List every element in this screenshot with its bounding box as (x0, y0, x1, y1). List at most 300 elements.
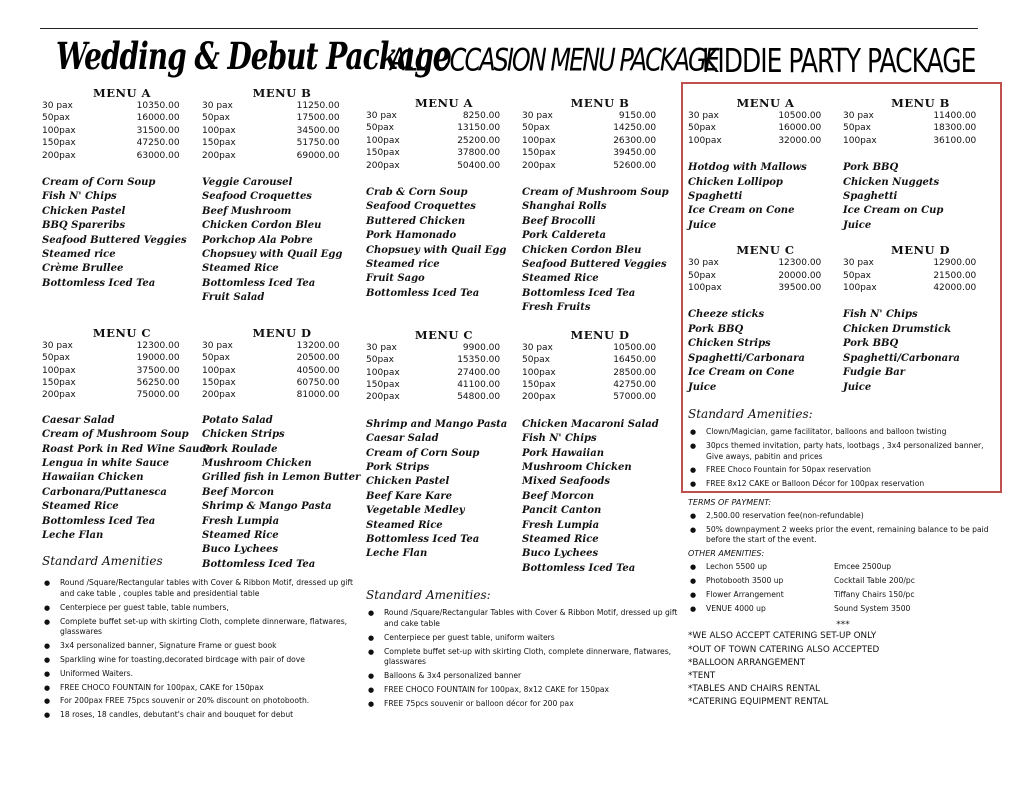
dish-item: Mushroom Chicken (202, 457, 312, 469)
dish-item: Shrimp & Mango Pasta (202, 501, 332, 513)
pax-count: 50pax (42, 353, 71, 364)
menu-title: MENU C (736, 243, 795, 258)
all-occasion-amenities-list (366, 608, 678, 709)
dish-item: Pork BBQ (843, 162, 899, 174)
price-row (522, 110, 678, 122)
price-value: 54800.00 (457, 392, 501, 403)
price-value: 51750.00 (296, 138, 340, 149)
kiddie-dishes-a (688, 161, 843, 233)
price-row (688, 282, 843, 294)
pax-count: 100pax (522, 367, 556, 378)
price-value: 9900.00 (462, 342, 501, 353)
bullet-item: ● Round /Square/Rectangular Tables with Cover & Ribbon Motif, dressed up gift and cake table (366, 608, 678, 630)
bullet-item: ● Complete buffet set-up with skirting Cloth, complete dinnerware, flatwares, glasswares (366, 647, 678, 669)
wedding-menu-c (42, 326, 202, 402)
dish-item: Crab & Corn Soup (366, 187, 468, 199)
price-row (366, 379, 522, 391)
all-occasion-dishes-b (522, 186, 678, 316)
other-amenity-row: ● VENUE 4000 up Sound System 3500 (688, 604, 998, 615)
pax-count: 30 pax (366, 342, 397, 353)
dish-item: Pork BBQ (688, 323, 744, 335)
price-row (42, 100, 202, 112)
price-row (843, 110, 998, 122)
price-value: 32000.00 (778, 135, 822, 146)
pax-count: 50pax (202, 113, 231, 124)
price-value: 42750.00 (613, 379, 657, 390)
dish-item: Cream of Corn Soup (366, 447, 480, 459)
kiddie-menu-b (843, 96, 998, 147)
dish-item: Steamed Rice (202, 263, 279, 275)
dish-item: Bottomless Iced Tea (42, 277, 156, 289)
price-row (843, 122, 998, 134)
pax-count: 100pax (202, 125, 236, 136)
bullet-item: ● 18 roses, 18 candles, debutant's chair and bouquet for debut (42, 710, 362, 721)
pax-count: 50pax (522, 355, 551, 366)
price-row (42, 125, 202, 137)
pax-count: 50pax (366, 123, 395, 134)
menu-title: MENU D (570, 327, 630, 342)
price-value: 69000.00 (296, 150, 340, 161)
dish-item: Bottomless Iced Tea (366, 533, 480, 545)
price-row (522, 147, 678, 159)
bullet-item: ● 2,500.00 reservation fee(non-refundable) (688, 511, 998, 522)
pax-count: 30 pax (42, 101, 73, 111)
pax-count: 50pax (366, 355, 395, 366)
price-row (366, 367, 522, 379)
dish-item: Pancit Canton (522, 505, 602, 517)
pax-count: 50pax (522, 123, 551, 134)
catering-notes (688, 630, 998, 709)
dish-item: BBQ Spareribs (42, 220, 126, 232)
bullet-item: ● Complete buffet set-up with skirting Cloth, complete dinnerware, flatwares, glasswares (42, 617, 362, 639)
terms-list (688, 511, 998, 546)
price-row (843, 282, 998, 294)
price-row (366, 135, 522, 147)
dish-item: Cream of Mushroom Soup (522, 187, 669, 199)
dish-item: Steamed Rice (42, 501, 119, 513)
price-value: 17500.00 (296, 113, 340, 124)
dish-item: Mushroom Chicken (522, 461, 632, 473)
pax-count: 50pax (688, 123, 717, 134)
dish-item: Steamed Rice (522, 273, 599, 285)
price-row (42, 377, 202, 389)
price-row (366, 147, 522, 159)
menu-title: MENU D (252, 325, 312, 340)
dish-item: Seafood Buttered Veggies (522, 259, 667, 271)
dish-item: Fish N' Chips (522, 433, 597, 445)
pax-count: 200pax (202, 390, 236, 401)
pax-count: 30 pax (522, 342, 553, 353)
dish-item: Juice (688, 381, 717, 393)
dish-item: Chicken Pastel (42, 205, 126, 217)
all-occasion-menu-c (366, 328, 522, 404)
price-row (202, 340, 362, 352)
note-line: *TENT (688, 671, 716, 682)
note-line: *WE ALSO ACCEPT CATERING SET-UP ONLY (688, 631, 877, 642)
dish-item: Seafood Buttered Veggies (42, 234, 187, 246)
dish-item: Fish N' Chips (42, 191, 117, 203)
price-value: 56250.00 (136, 377, 180, 388)
pax-count: 200pax (522, 392, 556, 403)
all-occasion-dishes-d (522, 418, 678, 576)
price-value: 50400.00 (457, 160, 501, 171)
price-value: 21500.00 (933, 270, 977, 281)
menu-title: MENU C (92, 325, 152, 340)
dish-item: Fudgie Bar (843, 367, 906, 379)
price-row (522, 354, 678, 366)
dish-item: Carbonara/Puttanesca (42, 486, 167, 498)
dish-item: Ice Cream on Cup (843, 205, 944, 217)
price-value: 37500.00 (136, 365, 180, 376)
pax-count: 50pax (42, 113, 71, 124)
dish-item: Bottomless Iced Tea (202, 277, 316, 289)
dish-item: Seafood Croquettes (202, 191, 312, 203)
wedding-dishes-c (42, 414, 212, 572)
price-value: 26300.00 (613, 135, 657, 146)
bullet-item: ● FREE 75pcs souvenir or balloon décor for 200 pax (366, 699, 678, 710)
menu-title: MENU B (570, 96, 630, 110)
dish-item: Grilled fish in Lemon Butter (202, 472, 361, 484)
dish-item: Beef Morcon (202, 486, 274, 498)
terms-title: TERMS OF PAYMENT: (688, 497, 772, 507)
dish-item: Seafood Croquettes (366, 201, 476, 213)
bullet-item: ● For 200pax FREE 75pcs souvenir or 20% discount on photobooth. (42, 696, 362, 707)
dish-item: Chicken Strips (688, 338, 771, 350)
pax-count: 50pax (843, 123, 872, 134)
price-row (522, 135, 678, 147)
pax-count: 30 pax (366, 111, 397, 121)
wedding-amenities-list (42, 578, 362, 721)
note-line: *BALLOON ARRANGEMENT (688, 657, 806, 668)
price-value: 34500.00 (296, 125, 340, 136)
pax-count: 200pax (522, 160, 556, 171)
price-row (843, 270, 998, 282)
dish-item: Caesar Salad (42, 414, 115, 426)
price-row (202, 112, 362, 124)
other-amenity-row: ● Photobooth 3500 up Cocktail Table 200/pc (688, 576, 998, 587)
dish-item: Steamed Rice (202, 529, 279, 541)
bullet-item: ● 3x4 personalized banner, Signature Frame or guest book (42, 641, 362, 652)
menu-title: MENU D (890, 243, 950, 258)
note-line: *TABLES AND CHAIRS RENTAL (688, 684, 820, 695)
bullet-item: ● Round /Square/Rectangular tables with Cover & Ribbon Motif, dressed up gift and cake table , couples table and presidential table (42, 578, 362, 600)
dish-item: Fruit Salad (202, 292, 265, 304)
pax-count: 30 pax (522, 111, 553, 121)
pax-count: 100pax (688, 135, 722, 146)
pax-count: 50pax (843, 270, 872, 281)
dish-item: Crème Brullee (42, 263, 124, 275)
dish-item: Juice (843, 381, 872, 393)
all-occasion-menu-b (522, 96, 678, 172)
dish-item: Vegetable Medley (366, 505, 465, 517)
dish-item: Buttered Chicken (366, 215, 466, 227)
pax-count: 150pax (522, 148, 556, 159)
bullet-item: ● FREE 8x12 CAKE or Balloon Décor for 100pax reservation (688, 479, 998, 490)
dish-item: Caesar Salad (366, 433, 439, 445)
pax-count: 200pax (202, 150, 236, 161)
separator-stars: *** (836, 620, 850, 631)
dish-item: Juice (843, 219, 872, 231)
pax-count: 150pax (522, 379, 556, 390)
pax-count: 200pax (42, 390, 76, 401)
bullet-item: ● Balloons & 3x4 personalized banner (366, 671, 678, 682)
dish-item: Spaghetti/Carbonara (843, 352, 960, 364)
other-amenities-title: OTHER AMENITIES: (688, 549, 765, 559)
price-value: 19000.00 (136, 353, 180, 364)
pax-count: 150pax (42, 138, 76, 149)
dish-item: Chicken Drumstick (843, 323, 952, 335)
price-value: 12900.00 (933, 258, 977, 269)
dish-item: Shanghai Rolls (522, 201, 607, 213)
dish-item: Porkchop Ala Pobre (202, 234, 313, 246)
kiddie-section (688, 34, 998, 710)
dish-item: Fresh Lumpia (202, 515, 280, 527)
note-line: *CATERING EQUIPMENT RENTAL (688, 697, 829, 708)
pax-count: 150pax (202, 138, 236, 149)
dish-item: Cream of Mushroom Soup (42, 429, 189, 441)
bullet-item: ● 30pcs themed invitation, party hats, lootbags , 3x4 personalized banner, Give aways, pabitin and prices (688, 441, 998, 463)
price-row (366, 391, 522, 403)
price-value: 10500.00 (613, 342, 657, 353)
price-row (202, 125, 362, 137)
other-amenity-row: ● Lechon 5500 up Emcee 2500up (688, 562, 998, 573)
price-value: 47250.00 (136, 138, 180, 149)
pax-count: 100pax (366, 367, 400, 378)
price-row (688, 270, 843, 282)
dish-item: Pork Hamonado (366, 230, 457, 242)
price-value: 31500.00 (136, 125, 180, 136)
pax-count: 30 pax (42, 340, 73, 351)
dish-item: Beef Morcon (522, 490, 594, 502)
kiddie-menu-a (688, 96, 843, 147)
dish-item: Beef Kare Kare (366, 490, 453, 502)
all-occasion-menu-a (366, 96, 522, 172)
price-row (42, 389, 202, 401)
kiddie-menu-d (843, 243, 998, 294)
bullet-item: ● 50% downpayment 2 weeks prior the event, remaining balance to be paid before the start of the event. (688, 525, 998, 547)
all-occasion-dishes-c (366, 418, 522, 576)
price-value: 16000.00 (136, 113, 180, 124)
dish-item: Shrimp and Mango Pasta (366, 418, 508, 430)
kiddie-dishes-d (843, 308, 998, 394)
price-value: 13150.00 (457, 123, 501, 134)
dish-item: Lengua in white Sauce (42, 457, 170, 469)
bullet-item: ● Clown/Magician, game facilitator, balloons and balloon twisting (688, 427, 998, 438)
price-row (202, 377, 362, 389)
dish-item: Bottomless Iced Tea (522, 562, 636, 574)
price-row (42, 150, 202, 162)
dish-item: Pork Roulade (202, 443, 278, 455)
pax-count: 200pax (366, 160, 400, 171)
bullet-item: ● FREE CHOCO FOUNTAIN for 100pax, 8x12 CAKE for 150pax (366, 685, 678, 696)
menu-title: MENU C (414, 327, 474, 342)
dish-item: Chicken Cordon Bleu (202, 220, 322, 232)
kiddie-title: KIDDIE PARTY PACKAGE (702, 42, 976, 80)
dish-item: Fresh Lumpia (522, 519, 600, 531)
pax-count: 100pax (843, 135, 877, 146)
dish-item: Ice Cream on Cone (688, 367, 795, 379)
price-row (522, 379, 678, 391)
dish-item: Chicken Macaroni Salad (522, 418, 659, 430)
wedding-dishes-b (202, 176, 362, 306)
dish-item: Cheeze sticks (688, 309, 765, 321)
price-value: 9150.00 (618, 111, 657, 121)
dish-item: Potato Salad (202, 414, 273, 426)
pax-count: 150pax (42, 377, 76, 388)
pax-count: 150pax (202, 377, 236, 388)
dish-item: Chicken Cordon Bleu (522, 244, 642, 256)
pax-count: 30 pax (843, 111, 874, 121)
price-row (42, 365, 202, 377)
dish-item: Steamed Rice (522, 533, 599, 545)
price-row (688, 122, 843, 134)
menu-title: MENU B (891, 96, 950, 110)
all-occasion-amenities-title: Standard Amenities: (366, 588, 491, 603)
price-row (202, 150, 362, 162)
price-row (202, 365, 362, 377)
all-occasion-menu-d (522, 328, 678, 404)
all-occasion-title: ALL OCCASION MENU PACKAGE (390, 42, 718, 79)
dish-item: Hotdog with Mallows (688, 162, 807, 174)
price-value: 63000.00 (136, 150, 180, 161)
menu-title: MENU A (415, 96, 473, 110)
price-row (522, 367, 678, 379)
price-row (42, 112, 202, 124)
kiddie-menu-c (688, 243, 843, 294)
dish-item: Steamed Rice (366, 519, 443, 531)
menu-title: MENU B (252, 86, 312, 100)
wedding-dishes-a (42, 176, 202, 306)
pax-count: 100pax (42, 125, 76, 136)
menu-title: MENU A (93, 86, 151, 100)
dish-item: Hawaiian Chicken (42, 472, 144, 484)
price-row (202, 137, 362, 149)
dish-item: Chicken Nuggets (843, 176, 940, 188)
dish-item: Roast Pork in Red Wine Sauce (42, 443, 212, 455)
dish-item: Buco Lychees (202, 544, 279, 556)
dish-item: Spaghetti (843, 191, 898, 203)
price-value: 39450.00 (613, 148, 657, 159)
bullet-item: ● Centerpiece per guest table, table numbers, (42, 603, 362, 614)
bullet-item: ● FREE Choco Fountain for 50pax reservation (688, 465, 998, 476)
price-value: 52600.00 (613, 160, 657, 171)
price-row (42, 352, 202, 364)
dish-item: Cream of Corn Soup (42, 177, 156, 189)
dish-item: Steamed rice (42, 249, 116, 261)
kiddie-dishes-c (688, 308, 843, 394)
kiddie-dishes-b (843, 161, 998, 233)
pax-count: 100pax (366, 135, 400, 146)
dish-item: Bottomless Iced Tea (522, 287, 636, 299)
dish-item: Pork Strips (366, 461, 430, 473)
dish-item: Veggie Carousel (202, 177, 293, 189)
price-row (843, 257, 998, 269)
price-value: 42000.00 (933, 283, 977, 294)
wedding-amenities-title: Standard Amenities (42, 554, 163, 569)
price-value: 18300.00 (933, 123, 977, 134)
price-row (688, 257, 843, 269)
dish-item: Fish N' Chips (843, 309, 918, 321)
price-value: 8250.00 (462, 111, 501, 121)
dish-item: Bottomless Iced Tea (366, 287, 480, 299)
kiddie-amenities-title: Standard Amenities: (688, 406, 813, 421)
price-value: 20000.00 (778, 270, 822, 281)
price-row (366, 122, 522, 134)
pax-count: 100pax (843, 283, 877, 294)
price-value: 20500.00 (296, 353, 340, 364)
wedding-dishes-d (202, 414, 362, 572)
dish-item: Pork Caldereta (522, 230, 606, 242)
pax-count: 100pax (688, 283, 722, 294)
price-row (366, 342, 522, 354)
pax-count: 50pax (202, 353, 231, 364)
price-value: 15350.00 (457, 355, 501, 366)
dish-item: Chopsuey with Quail Egg (366, 244, 507, 256)
price-value: 11250.00 (296, 101, 340, 111)
dish-item: Chopsuey with Quail Egg (202, 249, 343, 261)
kiddie-amenities-list (688, 427, 998, 490)
dish-item: Beef Mushroom (202, 205, 292, 217)
price-row (366, 110, 522, 122)
bullet-item: ● Centerpiece per guest table, uniform waiters (366, 633, 678, 644)
dish-item: Chicken Strips (202, 429, 285, 441)
price-row (522, 391, 678, 403)
wedding-menu-d (202, 326, 362, 402)
bullet-item: ● FREE CHOCO FOUNTAIN for 100pax, CAKE for 150pax (42, 683, 362, 694)
pax-count: 30 pax (688, 258, 719, 269)
dish-item: Leche Flan (42, 529, 104, 541)
pax-count: 150pax (366, 379, 400, 390)
dish-item: Spaghetti (688, 191, 743, 203)
dish-item: Pork Hawaiian (522, 447, 604, 459)
price-value: 16450.00 (613, 355, 657, 366)
price-row (202, 352, 362, 364)
price-value: 28500.00 (613, 367, 657, 378)
price-row (688, 110, 843, 122)
price-row (366, 160, 522, 172)
dish-item: Fruit Sago (366, 273, 425, 285)
price-row (522, 342, 678, 354)
pax-count: 30 pax (843, 258, 874, 269)
pax-count: 100pax (522, 135, 556, 146)
pax-count: 30 pax (202, 101, 233, 111)
dish-item: Bottomless Iced Tea (202, 558, 316, 570)
dish-item: Steamed rice (366, 259, 440, 271)
price-value: 16000.00 (778, 123, 822, 134)
price-value: 60750.00 (296, 377, 340, 388)
dish-item: Fresh Fruits (522, 302, 591, 314)
dish-item: Juice (688, 219, 717, 231)
menu-title: MENU A (736, 96, 795, 110)
price-row (366, 354, 522, 366)
dish-item: Buco Lychees (522, 548, 599, 560)
all-occasion-dishes-a (366, 186, 522, 316)
price-value: 81000.00 (296, 390, 340, 401)
pax-count: 150pax (366, 148, 400, 159)
price-row (522, 122, 678, 134)
dish-item: Leche Flan (366, 548, 428, 560)
price-value: 11400.00 (933, 111, 977, 121)
price-value: 14250.00 (613, 123, 657, 134)
top-rule (40, 28, 978, 29)
price-row (42, 137, 202, 149)
dish-item: Beef Brocolli (522, 215, 596, 227)
dish-item: Chicken Lollipop (688, 176, 783, 188)
wedding-title: Wedding & Debut Package (56, 34, 450, 79)
pax-count: 100pax (202, 365, 236, 376)
price-row (522, 160, 678, 172)
bullet-item: ● Uniformed Waiters. (42, 669, 362, 680)
